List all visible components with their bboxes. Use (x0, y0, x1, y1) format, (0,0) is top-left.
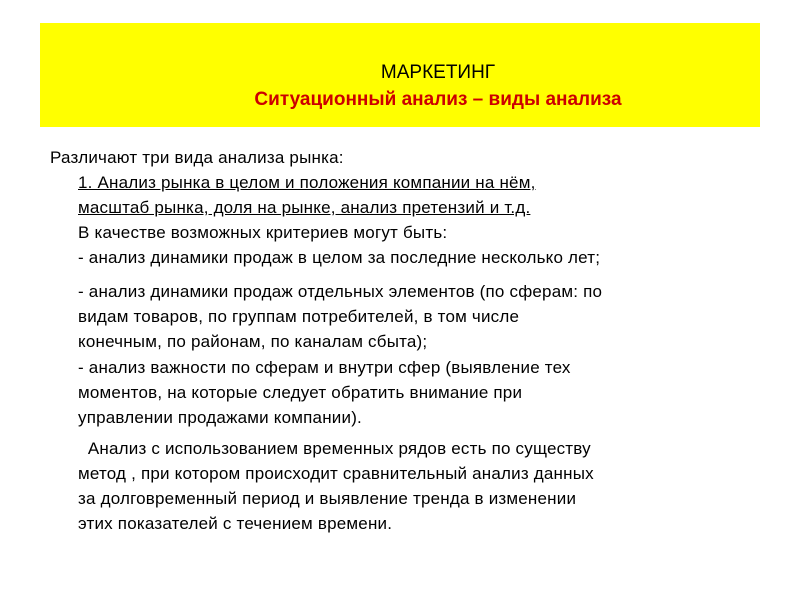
criterion2-line1: - анализ динамики продаж отдельных элементов (по сферам: по (78, 282, 603, 301)
criterion2-line3: конечным, по районам, по каналам сбыта); (78, 332, 428, 351)
intro-text: Различают три вида анализа рынка: (50, 148, 344, 167)
slide-subtitle: Ситуационный анализ – виды анализа (254, 89, 622, 110)
criterion3-line2: моментов, на которые следует обратить внимание при (78, 383, 523, 402)
criterion3-line3: управлении продажами компании). (78, 408, 362, 427)
para2-line1: Анализ с использованием временных рядов есть по существу (78, 439, 591, 458)
para2-line2: метод , при котором происходит сравнительный анализ данных (78, 464, 594, 483)
criterion1: - анализ динамики продаж в целом за последние несколько лет; (78, 248, 601, 267)
slide-title: МАРКЕТИНГ (380, 62, 496, 83)
criterion3-line1: - анализ важности по сферам и внутри сфер (выявление тех (78, 358, 571, 377)
criterion2-line2: видам товаров, по группам потребителей, в том числе (78, 307, 520, 326)
para2-line4: этих показателей с течением времени. (78, 514, 393, 533)
para2-line3: за долговременный период и выявление тренда в изменении (78, 489, 577, 508)
item1-line1: 1. Анализ рынка в целом и положения компании на нём, (78, 173, 536, 192)
criteria-intro: В качестве возможных критериев могут быть: (78, 223, 448, 242)
item1-line2: масштаб рынка, доля на рынке, анализ претензий и т.д. (78, 198, 531, 217)
